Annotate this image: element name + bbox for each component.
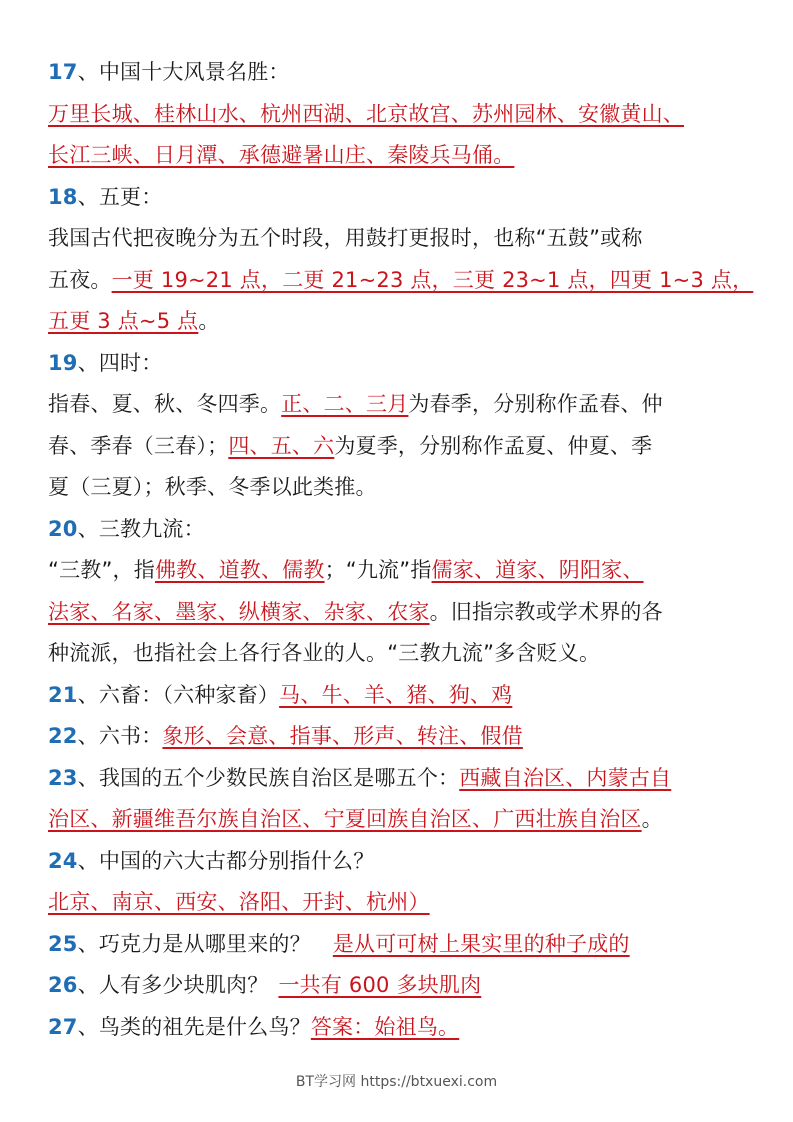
answer-text: 西藏自治区、内蒙古自 bbox=[459, 765, 672, 790]
answer-line bbox=[48, 94, 748, 136]
question-18 bbox=[48, 177, 748, 219]
body-text: 指春、夏、秋、冬四季。 bbox=[48, 392, 282, 416]
body-line bbox=[48, 633, 748, 675]
question-number: 19 bbox=[48, 350, 78, 375]
answer-line bbox=[48, 799, 748, 841]
answer-text: 法家、名家、墨家、纵横家、杂家、农家 bbox=[48, 599, 430, 624]
body-text: 。 bbox=[641, 807, 663, 831]
question-title: 、六书： bbox=[77, 724, 163, 748]
question-title: 、四时： bbox=[77, 350, 163, 375]
question-25 bbox=[48, 924, 748, 966]
question-22 bbox=[48, 716, 748, 758]
question-number: 22 bbox=[48, 724, 78, 748]
body-text: 春、季春（三春）； bbox=[48, 433, 229, 458]
answer-line bbox=[48, 882, 748, 924]
question-24 bbox=[48, 841, 748, 883]
answer-text: 万里长城、桂林山水、杭州西湖、北京故宫、苏州园林、安徽黄山、 bbox=[48, 101, 684, 126]
body-line bbox=[48, 592, 748, 634]
qa-content bbox=[48, 52, 754, 1048]
answer-text: 答案：始祖鸟。 bbox=[310, 1014, 460, 1039]
answer-text: 长江三峡、日月潭、承德避暑山庄、秦陵兵马俑。 bbox=[48, 143, 515, 167]
question-20 bbox=[48, 509, 748, 551]
question-title: 、我国的五个少数民族自治区是哪五个： bbox=[77, 765, 460, 790]
answer-text: 是从可可树上果实里的种子成的 bbox=[332, 931, 630, 956]
body-text: 我国古代把夜晚分为五个时段，用鼓打更报时，也称“五鼓”或称 bbox=[48, 226, 643, 250]
body-text: 为春季，分别称作孟春、仲 bbox=[408, 392, 663, 416]
body-text: 为夏季，分别称作孟夏、仲夏、季 bbox=[334, 433, 653, 458]
question-17 bbox=[48, 52, 748, 94]
question-number: 24 bbox=[48, 848, 78, 873]
answer-text: 四、五、六 bbox=[228, 433, 335, 458]
answer-text: 一更 19~21 点，二更 21~23 点，三更 23~1 点，四更 1~3 点， bbox=[111, 267, 754, 292]
question-number: 26 bbox=[48, 973, 78, 997]
body-text: 。旧指宗教或学术界的各 bbox=[429, 599, 663, 624]
question-number: 27 bbox=[48, 1014, 78, 1039]
body-text: “三教”，指 bbox=[48, 558, 155, 582]
question-title: 、三教九流： bbox=[77, 516, 205, 541]
question-title: 、中国的六大古都分别指什么？ bbox=[77, 848, 375, 873]
body-line bbox=[48, 550, 748, 592]
body-line bbox=[48, 467, 748, 509]
answer-line bbox=[48, 301, 748, 343]
body-text: 种流派，也指社会上各行各业的人。“三教九流”多含贬义。 bbox=[48, 641, 601, 665]
question-title: 、六畜：（六种家畜） bbox=[77, 682, 280, 707]
body-line bbox=[48, 426, 748, 468]
question-19 bbox=[48, 343, 748, 385]
question-26 bbox=[48, 965, 748, 1007]
body-text: 夏（三夏）；秋季、冬季以此类推。 bbox=[48, 475, 377, 499]
question-title: 、巧克力是从哪里来的？ bbox=[77, 931, 311, 956]
question-number: 17 bbox=[48, 60, 78, 84]
question-27 bbox=[48, 1007, 748, 1049]
question-number: 21 bbox=[48, 682, 78, 707]
body-line bbox=[48, 260, 754, 302]
question-21 bbox=[48, 675, 748, 717]
body-line bbox=[48, 384, 748, 426]
answer-text: 一共有 600 多块肌肉 bbox=[278, 973, 482, 997]
question-title: 、鸟类的祖先是什么鸟？ bbox=[77, 1014, 311, 1039]
answer-text: 五更 3 点~5 点 bbox=[48, 309, 199, 333]
answer-text: 治区、新疆维吾尔族自治区、宁夏回族自治区、广西壮族自治区 bbox=[48, 807, 642, 831]
question-23 bbox=[48, 758, 748, 800]
answer-text: 马、牛、羊、猪、狗、鸡 bbox=[279, 682, 513, 707]
body-text: 。 bbox=[198, 309, 220, 333]
question-title: 、中国十大风景名胜： bbox=[77, 60, 290, 84]
body-text: ；“九流”指 bbox=[324, 558, 432, 582]
body-text: 五夜。 bbox=[48, 267, 112, 292]
body-line bbox=[48, 218, 748, 260]
answer-text: 北京、南京、西安、洛阳、开封、杭州） bbox=[48, 890, 430, 914]
question-number: 23 bbox=[48, 765, 78, 790]
question-title: 、人有多少块肌肉？ bbox=[77, 973, 269, 997]
answer-text: 儒家、道家、阴阳家、 bbox=[431, 558, 644, 582]
answer-text: 正、二、三月 bbox=[281, 392, 409, 416]
question-title: 、五更： bbox=[77, 184, 163, 209]
answer-text: 象形、会意、指事、形声、转注、假借 bbox=[162, 724, 523, 748]
page-footer: BT学习网 https://btxuexi.com bbox=[295, 1074, 498, 1090]
question-number: 25 bbox=[48, 931, 78, 956]
answer-line bbox=[48, 135, 748, 177]
question-number: 18 bbox=[48, 184, 78, 209]
answer-text: 佛教、道教、儒教 bbox=[154, 558, 325, 582]
question-number: 20 bbox=[48, 516, 78, 541]
